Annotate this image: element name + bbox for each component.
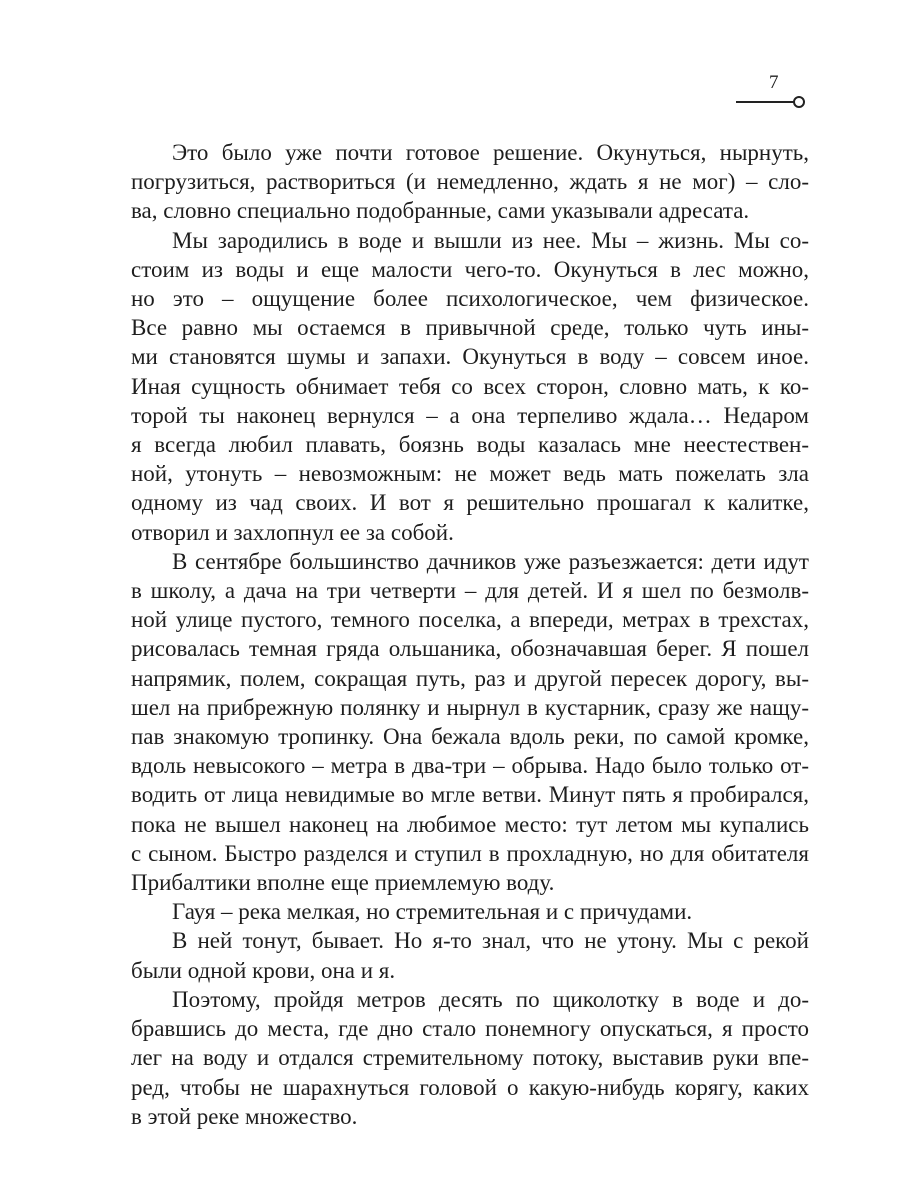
text-line: я всегда любил плавать, боязнь воды казалась мне неестествен- xyxy=(131,432,809,458)
text-line: ной, утонуть – невозможным: не может ведь мать пожелать зла xyxy=(131,461,809,487)
paragraph xyxy=(131,897,809,926)
page-header xyxy=(736,72,806,112)
text-line: Мы зародились в воде и вышли из нее. Мы – жизнь. Мы со- xyxy=(172,227,809,253)
text-line: стоим из воды и еще малости чего-то. Окунуться в лес можно, xyxy=(131,256,809,282)
text-line: в школу, а дача на три четверти – для детей. И я шел по безмолв- xyxy=(131,578,809,604)
text-line: водить от лица невидимые во мгле ветви. Минут пять я пробирался, xyxy=(131,782,809,808)
text-line: одному из чад своих. И вот я решительно прошагал к калитке, xyxy=(131,490,809,516)
text-line: Прибалтики вполне еще приемлемую воду. xyxy=(131,870,555,896)
text-line: Все равно мы остаемся в привычной среде, только чуть ины- xyxy=(131,315,809,341)
text-line: отворил и захлопнул ее за собой. xyxy=(131,519,454,545)
text-line: погрузиться, раствориться (и немедленно, ждать я не мог) – сло- xyxy=(131,169,809,195)
text-line: В ней тонут, бывает. Но я-то знал, что не утону. Мы с рекой xyxy=(172,928,809,954)
text-line: торой ты наконец вернулся – а она терпеливо ждала… Недаром xyxy=(131,402,809,428)
body-text xyxy=(131,138,809,1131)
text-line: вдоль невысокого – метра в два-три – обрыва. Надо было только от- xyxy=(131,753,809,779)
paragraph xyxy=(131,547,809,897)
text-line: лег на воду и отдался стремительному потоку, выставив руки впе- xyxy=(131,1045,809,1071)
text-line: ва, словно специально подобранные, сами указывали адресата. xyxy=(131,198,750,224)
text-line: ми становятся шумы и запахи. Окунуться в воду – совсем иное. xyxy=(131,344,809,370)
paragraph xyxy=(131,985,809,1131)
header-rule-line xyxy=(736,101,794,103)
text-line: с сыном. Быстро разделся и ступил в прохладную, но для обитателя xyxy=(131,840,809,866)
header-rule-circle-icon xyxy=(793,96,805,108)
text-line: напрямик, полем, сокращая путь, раз и другой пересек дорогу, вы- xyxy=(131,665,809,691)
text-line: ной улице пустого, темного поселка, а впереди, метрах в трехстах, xyxy=(131,607,809,633)
text-line: пока не вышел наконец на любимое место: тут летом мы купались xyxy=(131,811,809,837)
text-line: были одной крови, она и я. xyxy=(131,957,396,983)
text-line: Гауя – река мелкая, но стремительная и с причудами. xyxy=(172,899,693,925)
paragraph xyxy=(131,226,809,547)
text-line: Поэтому, пройдя метров десять по щиколотку в воде и до- xyxy=(172,986,809,1012)
text-line: бравшись до места, где дно стало понемногу опускаться, я просто xyxy=(131,1016,809,1042)
text-line: В сентябре большинство дачников уже разъезжается: дети идут xyxy=(172,548,809,574)
text-line: Это было уже почти готовое решение. Окунуться, нырнуть, xyxy=(172,140,809,165)
page-number: 7 xyxy=(769,72,779,93)
paragraph xyxy=(131,926,809,984)
text-line: пав знакомую тропинку. Она бежала вдоль реки, по самой кромке, xyxy=(131,724,809,750)
paragraph xyxy=(131,138,809,226)
text-line: ред, чтобы не шарахнуться головой о какую-нибудь корягу, каких xyxy=(131,1074,809,1100)
text-line: рисовалась темная гряда ольшаника, обозначавшая берег. Я пошел xyxy=(131,636,809,662)
text-line: в этой реке множество. xyxy=(131,1103,358,1129)
text-line: но это – ощущение более психологическое, чем физическое. xyxy=(131,286,809,312)
text-line: Иная сущность обнимает тебя со всех сторон, словно мать, к ко- xyxy=(131,373,809,399)
text-line: шел на прибрежную полянку и нырнул в кустарник, сразу же нащу- xyxy=(131,694,809,720)
